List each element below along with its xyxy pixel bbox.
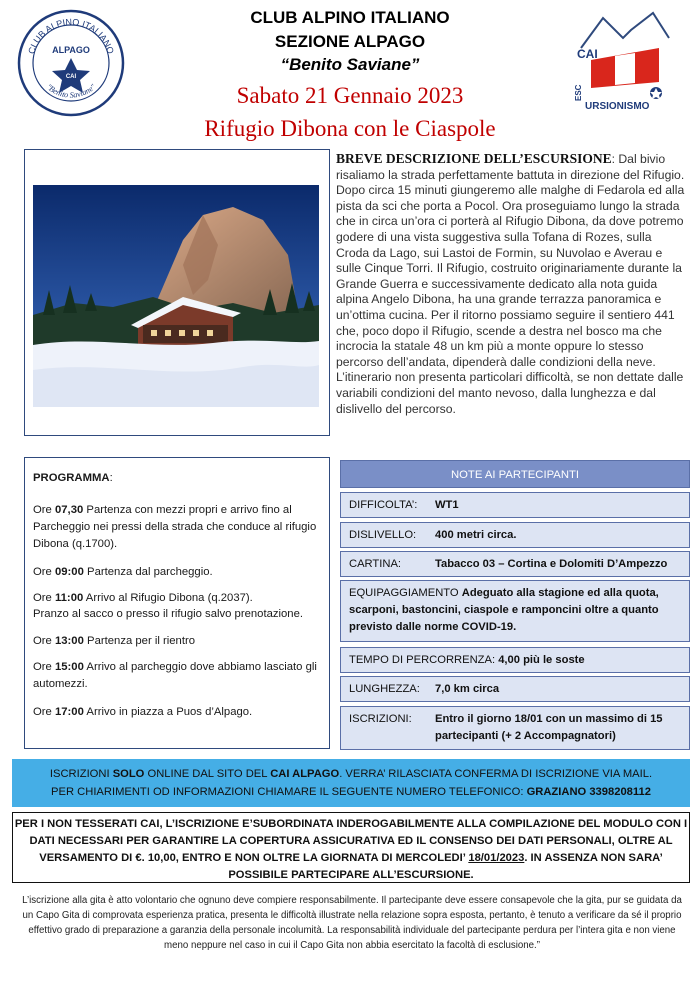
excursion-description [336, 151, 688, 417]
note-tempo: TEMPO DI PERCORRENZA: 4,00 più le soste [340, 647, 690, 673]
note-lunghezza: LUNGHEZZA: 7,0 km circa [340, 676, 690, 702]
logo-cai-text: CAI [577, 47, 598, 61]
note-iscrizioni: ISCRIZIONI: Entro il giorno 18/01 con un massimo di 15 partecipanti (+ 2 Accompagnatori) [340, 706, 690, 750]
programma-lunch: Pranzo al sacco o presso il rifugio salvo prenotazione. [33, 608, 304, 620]
note-dislivello: DISLIVELLO: 400 metri circa. [340, 522, 690, 548]
logo-word-text: URSIONISMO [585, 101, 650, 112]
event-date: Sabato 21 Gennaio 2023 [236, 83, 464, 108]
note-cartina: CARTINA: Tabacco 03 – Cortina e Dolomiti D’Ampezzo [340, 551, 690, 577]
warning-deadline: 18/01/2023 [468, 852, 525, 864]
programma-item: Ore 09:00 Partenza dal parcheggio. [33, 566, 213, 578]
club-name: CLUB ALPINO ITALIANO [250, 8, 450, 27]
non-members-warning: PER I NON TESSERATI CAI, L’ISCRIZIONE E’SUBORDINATA INDEROGABILMENTE ALLA COMPILAZIONE DEL MODULO CON I DATI NECESSARI PER GARANTIRE LA COPERTURA ASSICURATIVA ED IL CONSENSO DEI DATI PERSONALI, OLTRE AL VERSAMENTO DI €. 10,00, ENTRO E NON OLTRE LA GIORNATA DI MERCOLEDI’ 18/01/2023. IN ASSENZA NON SARA’ POSSIBILE PARTECIPARE ALL’ESCURSIONE. [12, 812, 690, 883]
logo-esc-text: ESC [574, 84, 583, 101]
dedication: “Benito Saviane” [280, 55, 420, 74]
logo-mid-text: ALPAGO [52, 45, 90, 55]
programma-item: Ore 13:00 Partenza per il rientro [33, 635, 196, 647]
note-difficolta: DIFFICOLTA’: WT1 [340, 492, 690, 518]
programma-item: Ore 11:00 Arrivo al Rifugio Dibona (q.2037). [33, 592, 253, 604]
programma-item: Ore 17:00 Arrivo in piazza a Puos d’Alpago. [33, 706, 253, 718]
programma-item: Ore 15:00 Arrivo al parcheggio dove abbiamo lasciato gli automezzi. [33, 661, 317, 690]
programma-item: Ore 07,30 Partenza con mezzi propri e arrivo fino al Parcheggio nei pressi della strada che conduce al rifugio Dibona (q.1700). [33, 504, 317, 550]
registration-line-2: PER CHIARIMENTI OD INFORMAZIONI CHIAMARE IL SEGUENTE NUMERO TELEFONICO: GRAZIANO 3398208112 [51, 786, 651, 798]
rifugio-photo [33, 185, 319, 407]
note-equipaggiamento: EQUIPAGGIAMENTO Adeguato alla stagione ed alla quota, scarponi, bastoncini, ciaspole e ramponcini oltre a quanto previsto dalle norme COVID-19. [340, 580, 690, 642]
description-text: : Dal bivio risaliamo la strada perfettamente battuta in direzione del Rifugio. Dopo circa 15 minuti giungeremo alle malghe di Fedarola ed alla pista da sci che porta a Pocol. Ora proseguiamo lungo la strada che in circa un’ora ci porterà al Rifugio Dibona, da dove potremo godere di una vista suggestiva sulla Tofana di Rozes, sulla Croda da Lago, sui Lastoi de Formin, su Nuvolao e Averau e sulle Cinque Torri. Il Rifugio, costruito originariamente durante la Grande Guerra e successivamente dedicato alla nota guida alpina Angelo Dibona, ha una grande terrazza panoramica e un’ottima cucina. Per il ritorno possiamo seguire il sentiero 441 che, poco dopo il Rifugio, scende a destra nel bosco ma che incrocia la statale 48 un km più a monte oppure lo stesso percorso dell’andata, dipenderà dalle condizioni della neve. L’itinerario non presenta particolari difficoltà, se non dettate dalle variabili condizioni del manto nevoso, dalla lunghezza e dal dislivello del percorso. [336, 152, 685, 416]
registration-info [12, 759, 690, 807]
logo-bottom-text: "Benito Saviane" [44, 82, 98, 100]
notes-header: NOTE AI PARTECIPANTI [340, 460, 690, 488]
registration-line-1: ISCRIZIONI SOLO ONLINE DAL SITO DEL CAI ALPAGO. VERRA’ RILASCIATA CONFERMA DI ISCRIZIONE VIA MAIL. [49, 768, 653, 780]
programma-title: PROGRAMMA: [33, 472, 113, 484]
event-title: Rifugio Dibona con le Ciaspole [204, 116, 496, 141]
description-heading: BREVE DESCRIZIONE DELL’ESCURSIONE [336, 151, 612, 166]
logo-top-text: CLUB ALPINO ITALIANO [26, 16, 116, 56]
section-name: SEZIONE ALPAGO [274, 32, 426, 51]
liability-disclaimer: L’iscrizione alla gita è atto volontario che ognuno deve compiere responsabilmente. Il partecipante deve essere consapevole che la gita, pur se guidata da un Capo Gita di comprovata esperienza pratica, presenta le difficoltà illustrate nella relazione sopra esposta, pertanto, è tenuto a verificare da sé il proprio effettivo grado di preparazione a garanzia della personale incolumità. La responsabilità individuale del partecipante perdura per l’intera gita e non viene meno neppure nel caso in cui il Capo Gita non abbia esercitato la facoltà di esclusione.” [22, 895, 682, 951]
logo-star-label: CAI [65, 74, 77, 80]
